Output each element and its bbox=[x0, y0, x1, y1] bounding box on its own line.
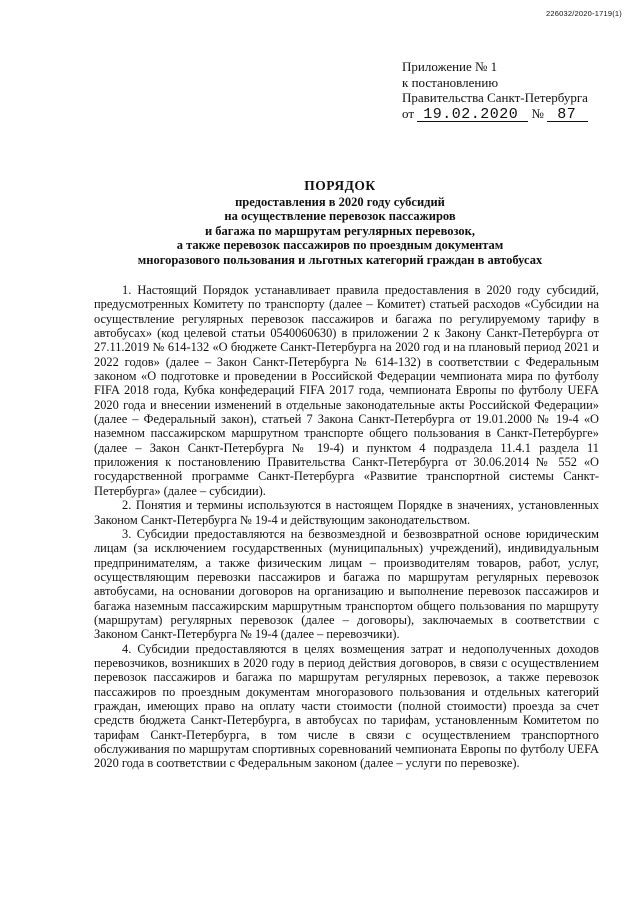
attachment-block bbox=[402, 59, 588, 122]
title-line-5: многоразового пользования и льготных категорий граждан в автобусах bbox=[137, 252, 543, 267]
title-line-3: и багажа по маршрутам регулярных перевозок, bbox=[204, 223, 476, 238]
paragraph-3: 3. Субсидии предоставляются на безвозмездной и безвозвратной основе юридическим лицам (за исключением государственных (муниципальных) учреждений), индивидуальным предпринимателям, а также физическим лицам – производителям товаров, работ, услуг, осуществляющим перевозки пассажиров и багажа по маршрутам регулярных перевозок автобусами, на основании договоров на организацию и выполнение перевозок пассажиров и багажа наземным пассажирским маршрутным транспортом общего пользования по маршруту (маршрутам) регулярных перевозок (далее – договоры), заключаемых в соответствии с Законом Санкт-Петербурга № 19-4 (далее – перевозчики). bbox=[94, 526, 599, 642]
title-line-2: на осуществление перевозок пассажиров bbox=[224, 209, 456, 223]
attachment-line-2: к постановлению bbox=[402, 74, 499, 90]
handwritten-number: 87 bbox=[547, 108, 588, 122]
date-prefix: от bbox=[402, 105, 415, 121]
paragraph-1: 1. Настоящий Порядок устанавливает правила предоставления в 2020 году субсидий, предусмотренных Комитету по транспорту (далее – Комитет) статьей расходов «Субсидии на осуществление регулярных перевозок пассажиров и багажа по регулируемому тарифу в автобусах» (код целевой статьи 0540060630) в приложении 2 к Закону Санкт-Петербурга от 27.11.2019 № 614-132 «О бюджете Санкт-Петербурга на 2020 год и на плановый период 2021 и 2022 годов» (далее – Закон Санкт-Петербурга № 614-132) в соответствии с Федеральным законом «О подготовке и проведении в Российской Федерации чемпионата мира по футболу FIFA 2018 года, Кубка конфедераций FIFA 2017 года, чемпионата Европы по футболу UEFA 2020 года и внесении изменений в отдельные законодательные акты Российской Федерации» (далее – Федеральный закон), статьей 7 Закона Санкт-Петербурга от 19.01.2000 № 19-4 «О наземном пассажирском маршрутном транспорте общего пользования в Санкт-Петербурге» (далее – Закон Санкт-Петербурга № 19-4) и пунктом 4 подраздела 11.4.1 раздела 11 приложения к постановлению Правительства Санкт-Петербурга от 30.06.2014 № 552 «О государственной программе Санкт-Петербурга «Развитие транспортной системы Санкт-Петербурга» (далее – субсидии). bbox=[94, 283, 599, 498]
paragraph-2: 2. Понятия и термины используются в настоящем Порядке в значениях, установленных Законом Санкт-Петербурга № 19-4 и действующим законодательством. bbox=[94, 498, 599, 527]
paragraph-4: 4. Субсидии предоставляются в целях возмещения затрат и недополученных доходов перевозчиков, возникших в 2020 году в период действия договоров, в связи с осуществлением перевозок пассажиров и багажа по маршрутам регулярных перевозок, а также перевозок пассажиров по проездным документам многоразового пользования и отдельных категорий граждан, имеющих право на оплату части стоимости (полной стоимости) проезда за счет средств бюджета Санкт-Петербурга, в автобусах по тарифам, установленным Комитетом по тарифам Санкт-Петербурга, в том числе в связи с осуществлением транспортного обслуживания по маршрутам спортивных соревнований чемпионата Европы по футболу UEFA 2020 года в соответствии с Федеральным законом (далее – услуги по перевозке). bbox=[94, 641, 599, 771]
attachment-date-row bbox=[402, 106, 588, 122]
title-heading: ПОРЯДОК bbox=[304, 178, 376, 193]
attachment-line-3: Правительства Санкт-Петербурга bbox=[402, 90, 588, 105]
title-line-4: а также перевозок пассажиров по проездным документам bbox=[176, 238, 504, 252]
document-code: 226032/2020-1719(1) bbox=[546, 9, 622, 18]
document-body bbox=[94, 283, 599, 771]
handwritten-date: 19.02.2020 bbox=[417, 108, 528, 122]
document-title bbox=[80, 179, 600, 267]
title-line-1: предоставления в 2020 году субсидий bbox=[235, 194, 445, 209]
attachment-line-1: Приложение № 1 bbox=[402, 59, 498, 74]
number-prefix: № bbox=[531, 105, 544, 121]
